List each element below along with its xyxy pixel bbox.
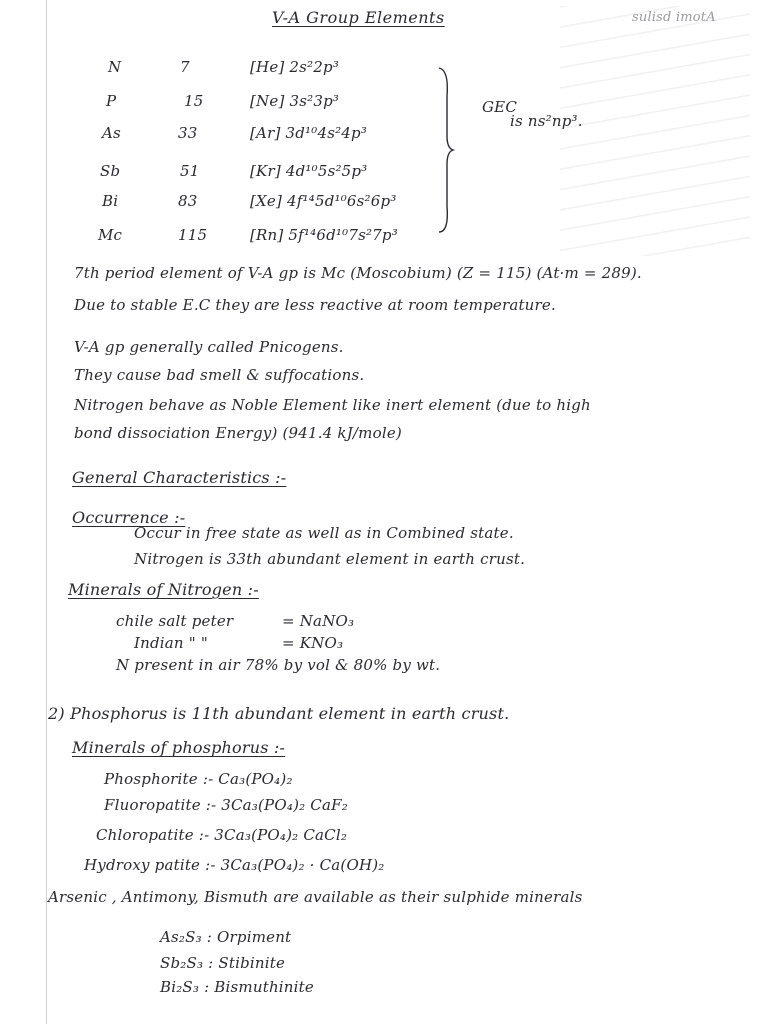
note-line: Arsenic , Antimony, Bismuth are available as their sulphide minerals [48, 888, 583, 906]
note-line: They cause bad smell & suffocations. [74, 366, 365, 384]
electron-config: [Rn] 5f¹⁴6d¹⁰7s²7p³ [250, 226, 398, 244]
atomic-number: 115 [178, 226, 208, 244]
atomic-number: 51 [180, 162, 200, 180]
mineral-item: Fluoropatite :- 3Ca₃(PO₄)₂ CaF₂ [104, 796, 348, 814]
section-heading: Minerals of Nitrogen :- [68, 580, 259, 599]
section-heading: Occurrence :- [72, 508, 186, 527]
mineral-formula: = KNO₃ [282, 634, 344, 652]
element-symbol: Mc [98, 226, 123, 244]
element-symbol: Sb [100, 162, 121, 180]
electron-config: [Kr] 4d¹⁰5s²5p³ [250, 162, 368, 180]
note-line: Due to stable E.C they are less reactive at room temperature. [74, 296, 556, 314]
atomic-number: 83 [178, 192, 198, 210]
corner-text: sulisd imotA [632, 10, 716, 25]
sulphide-item: Sb₂S₃ : Stibinite [160, 954, 286, 972]
electron-config: [Xe] 4f¹⁴5d¹⁰6s²6p³ [250, 192, 397, 210]
section-heading: Minerals of phosphorus :- [72, 738, 286, 757]
element-symbol: N [108, 58, 122, 76]
section-heading: General Characteristics :- [72, 468, 287, 487]
margin-line [46, 0, 47, 1024]
atomic-number: 33 [178, 124, 198, 142]
mineral-item: Chloropatite :- 3Ca₃(PO₄)₂ CaCl₂ [96, 826, 348, 844]
gec-label: GEC [482, 98, 518, 116]
page-title: V-A Group Elements [272, 8, 445, 27]
mineral-item: Hydroxy patite :- 3Ca₃(PO₄)₂ · Ca(OH)₂ [84, 856, 385, 874]
electron-config: [Ne] 3s²3p³ [250, 92, 340, 110]
mineral-item: Phosphorite :- Ca₃(PO₄)₂ [104, 770, 293, 788]
atomic-number: 7 [180, 58, 190, 76]
mineral-name: chile salt peter [116, 612, 234, 630]
note-line: 2) Phosphorus is 11th abundant element in earth crust. [48, 704, 510, 723]
note-line: Nitrogen behave as Noble Element like inert element (due to high [74, 396, 591, 414]
electron-config: [He] 2s²2p³ [250, 58, 340, 76]
mineral-name: Indian " " [134, 634, 208, 652]
note-line: N present in air 78% by vol & 80% by wt. [116, 656, 441, 674]
gec-text: is ns²np³. [510, 112, 583, 130]
element-symbol: Bi [102, 192, 119, 210]
note-line: 7th period element of V-A gp is Mc (Moscobium) (Z = 115) (At·m = 289). [74, 264, 642, 282]
bleed-through-text [560, 6, 750, 256]
electron-config: [Ar] 3d¹⁰4s²4p³ [250, 124, 368, 142]
element-symbol: As [102, 124, 121, 142]
mineral-formula: = NaNO₃ [282, 612, 355, 630]
element-symbol: P [106, 92, 117, 110]
note-line: Occur in free state as well as in Combined state. [134, 524, 514, 542]
sulphide-item: As₂S₃ : Orpiment [160, 928, 292, 946]
note-line: V-A gp generally called Pnicogens. [74, 338, 344, 356]
note-line: Nitrogen is 33th abundant element in earth crust. [134, 550, 526, 568]
note-line: bond dissociation Energy) (941.4 kJ/mole) [74, 424, 402, 442]
atomic-number: 15 [184, 92, 204, 110]
curly-brace [437, 66, 455, 234]
sulphide-item: Bi₂S₃ : Bismuthinite [160, 978, 314, 996]
